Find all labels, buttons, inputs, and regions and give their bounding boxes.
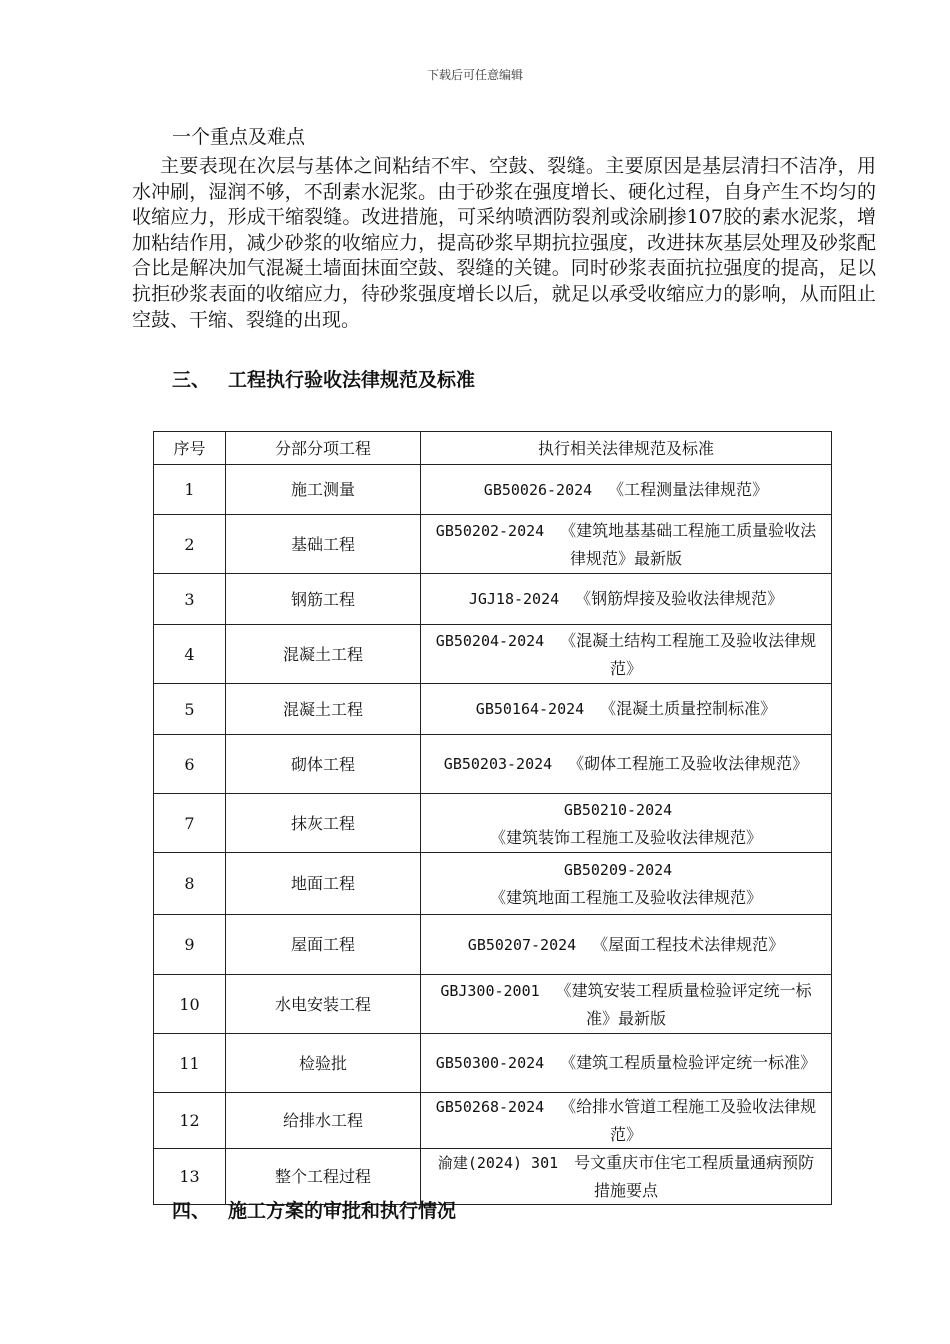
- standard-name: 《建筑装饰工程施工及验收法律规范》: [489, 827, 762, 847]
- standard-spacer: [559, 589, 575, 608]
- row-subproject: 水电安装工程: [226, 975, 421, 1034]
- row-number: 11: [154, 1034, 226, 1093]
- standard-name: 《工程测量法律规范》: [608, 479, 769, 499]
- standard-code: GB50210-2024: [563, 800, 673, 819]
- standard-code: GBJ300-2001: [440, 981, 540, 1000]
- standards-table: [153, 431, 832, 1205]
- row-standard: [421, 735, 832, 794]
- standard-spacer: [544, 1053, 560, 1072]
- standard-spacer: [540, 981, 556, 1000]
- section-3-number: 三、: [172, 369, 211, 391]
- header-subproject: 分部分项工程: [226, 432, 421, 465]
- row-standard: [421, 574, 832, 625]
- standard-spacer: [592, 480, 608, 499]
- table-row: [154, 1093, 832, 1149]
- row-subproject: 钢筋工程: [226, 574, 421, 625]
- standard-name: 号文重庆市住宅工程质量通病预防措施要点: [574, 1153, 815, 1200]
- standard-name: 《钢筋焊接及验收法律规范》: [575, 589, 784, 608]
- section-4-number: 四、: [172, 1200, 211, 1222]
- row-subproject: 混凝土工程: [226, 625, 421, 684]
- row-standard: [421, 915, 832, 975]
- table-row: [154, 515, 832, 574]
- row-number: 1: [154, 465, 226, 515]
- standard-spacer: [584, 699, 600, 718]
- standard-code: GB50209-2024: [563, 861, 673, 879]
- row-number: 12: [154, 1093, 226, 1149]
- standard-name: 《建筑工程质量检验评定统一标准》: [560, 1053, 817, 1072]
- row-number: 6: [154, 735, 226, 794]
- standard-code: GB50203-2024: [443, 755, 553, 773]
- standard-name: 《混凝土质量控制标准》: [600, 699, 777, 718]
- row-number: 13: [154, 1149, 226, 1205]
- row-number: 4: [154, 625, 226, 684]
- table-row: [154, 853, 832, 915]
- row-standard: [421, 1149, 832, 1205]
- table-header-row: [154, 432, 832, 465]
- standard-name: 《给排水管道工程施工及验收法律规范》: [560, 1097, 817, 1144]
- standard-spacer: [672, 860, 688, 879]
- row-standard: [421, 515, 832, 574]
- standard-spacer: [576, 935, 592, 954]
- row-standard: [421, 465, 832, 515]
- standard-code: GB50207-2024: [467, 935, 577, 954]
- standard-name: 《建筑地面工程施工及验收法律规范》: [489, 888, 762, 907]
- standard-code: GB50204-2024: [435, 631, 545, 650]
- row-subproject: 地面工程: [226, 853, 421, 915]
- table-row: [154, 915, 832, 975]
- table-row: [154, 574, 832, 625]
- table-row: [154, 735, 832, 794]
- standard-code: GB50300-2024: [435, 1054, 545, 1072]
- standard-spacer: [544, 1097, 560, 1116]
- row-number: 8: [154, 853, 226, 915]
- key-points-heading: 一个重点及难点: [172, 126, 306, 148]
- standard-name: 《建筑安装工程质量检验评定统一标准》最新版: [555, 980, 812, 1028]
- standard-code: GB50164-2024: [475, 700, 585, 718]
- row-subproject: 混凝土工程: [226, 684, 421, 735]
- row-subproject: 抹灰工程: [226, 794, 421, 853]
- row-standard: [421, 625, 832, 684]
- row-number: 10: [154, 975, 226, 1034]
- row-subproject: 检验批: [226, 1034, 421, 1093]
- table-row: [154, 684, 832, 735]
- standard-code: 渝建(2024) 301: [437, 1154, 559, 1172]
- body-paragraph: 主要表现在次层与基体之间粘结不牢、空鼓、裂缝。主要原因是基层清扫不洁净，用水冲刷，湿润不够，不刮素水泥浆。由于砂浆在强度增长、硬化过程，自身产生不均匀的收缩应力，形成干缩裂缝。改进措施，可采纳喷洒防裂剂或涂刷掺107胶的素水泥浆，增加粘结作用，减少砂浆的收缩应力，提高砂浆早期抗拉强度，改进抹灰基层处理及砂浆配合比是解决加气混凝土墙面抹面空鼓、裂缝的关键。同时砂浆表面抗拉强度的提高，足以抗拒砂浆表面的收缩应力，待砂浆强度增长以后，就足以承受收缩应力的影响，从而阻止空鼓、干缩、裂缝的出现。: [132, 155, 876, 331]
- standard-code: GB50202-2024: [435, 521, 545, 540]
- standard-code: GB50268-2024: [435, 1098, 545, 1116]
- row-subproject: 给排水工程: [226, 1093, 421, 1149]
- row-subproject: 屋面工程: [226, 915, 421, 975]
- standard-spacer: [672, 800, 688, 819]
- standard-spacer: [544, 631, 560, 650]
- standard-name: 《建筑地基基础工程施工质量验收法律规范》最新版: [560, 520, 817, 568]
- row-standard: [421, 684, 832, 735]
- standard-code: JGJ18-2024: [468, 590, 560, 608]
- standard-name: 《砌体工程施工及验收法律规范》: [568, 754, 809, 773]
- row-standard: [421, 1093, 832, 1149]
- row-subproject: 砌体工程: [226, 735, 421, 794]
- table-row: [154, 1034, 832, 1093]
- row-standard: [421, 1034, 832, 1093]
- section-3-title: 工程执行验收法律规范及标准: [228, 369, 476, 391]
- row-number: 2: [154, 515, 226, 574]
- standard-spacer: [558, 1153, 574, 1172]
- row-subproject: 整个工程过程: [226, 1149, 421, 1205]
- section-4-title: 施工方案的审批和执行情况: [228, 1200, 457, 1222]
- page-header-note: 下载后可任意编辑: [426, 68, 523, 82]
- standard-spacer: [544, 521, 560, 540]
- standard-name: 《混凝土结构工程施工及验收法律规范》: [560, 630, 817, 678]
- row-number: 3: [154, 574, 226, 625]
- standard-spacer: [552, 754, 568, 773]
- table-row: [154, 975, 832, 1034]
- row-subproject: 基础工程: [226, 515, 421, 574]
- row-subproject: 施工测量: [226, 465, 421, 515]
- table-row: [154, 465, 832, 515]
- row-standard: [421, 853, 832, 915]
- table-row: [154, 794, 832, 853]
- standard-name: 《屋面工程技术法律规范》: [592, 934, 785, 954]
- row-number: 5: [154, 684, 226, 735]
- section-4-heading: [172, 1196, 456, 1223]
- standard-code: GB50026-2024: [483, 480, 593, 499]
- row-standard: [421, 975, 832, 1034]
- row-standard: [421, 794, 832, 853]
- row-number: 9: [154, 915, 226, 975]
- table-row: [154, 625, 832, 684]
- row-number: 7: [154, 794, 226, 853]
- header-standard: 执行相关法律规范及标准: [421, 432, 832, 465]
- section-3-heading: [172, 365, 475, 392]
- header-number: 序号: [154, 432, 226, 465]
